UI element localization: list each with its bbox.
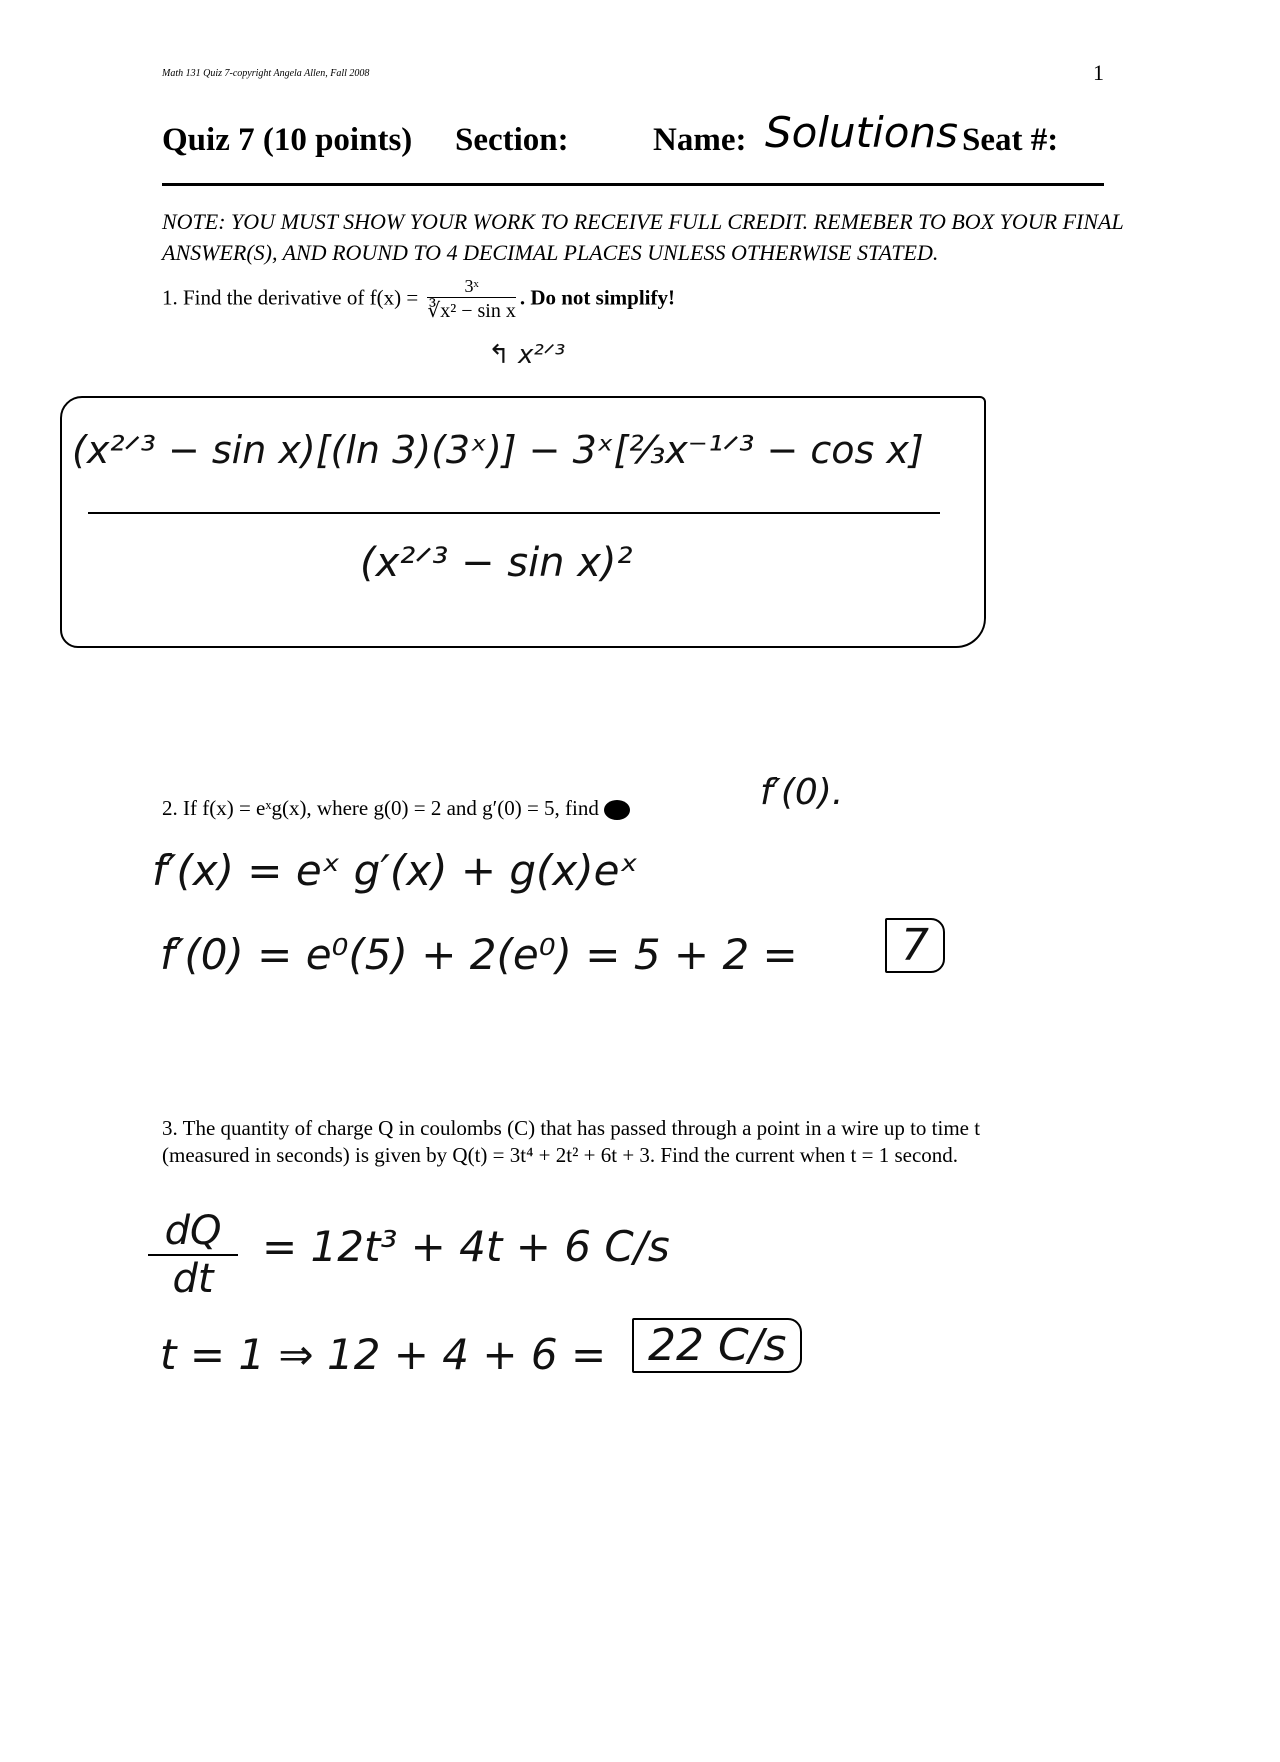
q1-prompt: 1. Find the derivative of f(x) = bbox=[162, 285, 419, 310]
q1-suffix: . Do not simplify! bbox=[519, 285, 675, 310]
q1-fraction bbox=[427, 276, 515, 323]
page-number: 1 bbox=[1093, 60, 1104, 85]
q3-deriv-denominator: dt bbox=[172, 1256, 214, 1302]
question-1 bbox=[162, 276, 675, 323]
q1-annotation: ↰ x²ᐟ³ bbox=[488, 340, 566, 370]
name-value-handwritten: Solutions bbox=[765, 108, 958, 157]
section-label: Section: bbox=[455, 122, 569, 158]
q1-fraction-bar bbox=[88, 512, 940, 514]
q3-answer-box: 22 C/s bbox=[632, 1318, 802, 1373]
q1-answer-denominator: (x²ᐟ³ − sin x)² bbox=[360, 540, 633, 586]
q2-target: f′(0). bbox=[760, 772, 844, 813]
title-divider bbox=[162, 183, 1104, 186]
ink-blot bbox=[604, 800, 630, 820]
name-label: Name: bbox=[653, 122, 747, 158]
q2-work-line-2: f′(0) = e⁰(5) + 2(e⁰) = 5 + 2 = bbox=[160, 930, 798, 979]
quiz-title: Quiz 7 (10 points) bbox=[162, 122, 413, 158]
instructions-note: NOTE: YOU MUST SHOW YOUR WORK TO RECEIVE FULL CREDIT. REMEBER TO BOX YOUR FINAL ANSWER(S), AND ROUND TO 4 DECIMAL PLACES UNLESS OTHERWISE STATED. bbox=[162, 209, 1124, 265]
q3-work-line-2: t = 1 ⇒ 12 + 4 + 6 = bbox=[160, 1330, 607, 1379]
q1-denominator: ∛x² − sin x bbox=[427, 300, 516, 322]
course-header-note: Math 131 Quiz 7-copyright Angela Allen, Fall 2008 bbox=[162, 68, 370, 79]
q1-numerator: 3ˣ bbox=[427, 276, 515, 298]
q3-derivative-fraction bbox=[148, 1208, 238, 1302]
q1-answer-numerator: (x²ᐟ³ − sin x)[(ln 3)(3ˣ)] − 3ˣ[⅔x⁻¹ᐟ³ − cos x] bbox=[72, 428, 924, 472]
q3-prompt-line-2: (measured in seconds) is given by Q(t) = 3t⁴ + 2t² + 6t + 3. Find the current when t = 1 second. bbox=[162, 1143, 959, 1167]
q2-answer-box: 7 bbox=[885, 918, 945, 973]
q3-work-line-1: = 12t³ + 4t + 6 C/s bbox=[262, 1222, 670, 1271]
q2-work-line-1: f′(x) = eˣ g′(x) + g(x)eˣ bbox=[152, 846, 639, 895]
q2-prompt: 2. If f(x) = eˣg(x), where g(0) = 2 and g′(0) = 5, find bbox=[162, 796, 599, 820]
q3-deriv-numerator: dQ bbox=[148, 1208, 238, 1256]
q3-prompt-line-1: 3. The quantity of charge Q in coulombs (C) that has passed through a point in a wire up to time t bbox=[162, 1116, 981, 1140]
seat-label: Seat #: bbox=[962, 122, 1059, 158]
question-2 bbox=[162, 796, 630, 821]
